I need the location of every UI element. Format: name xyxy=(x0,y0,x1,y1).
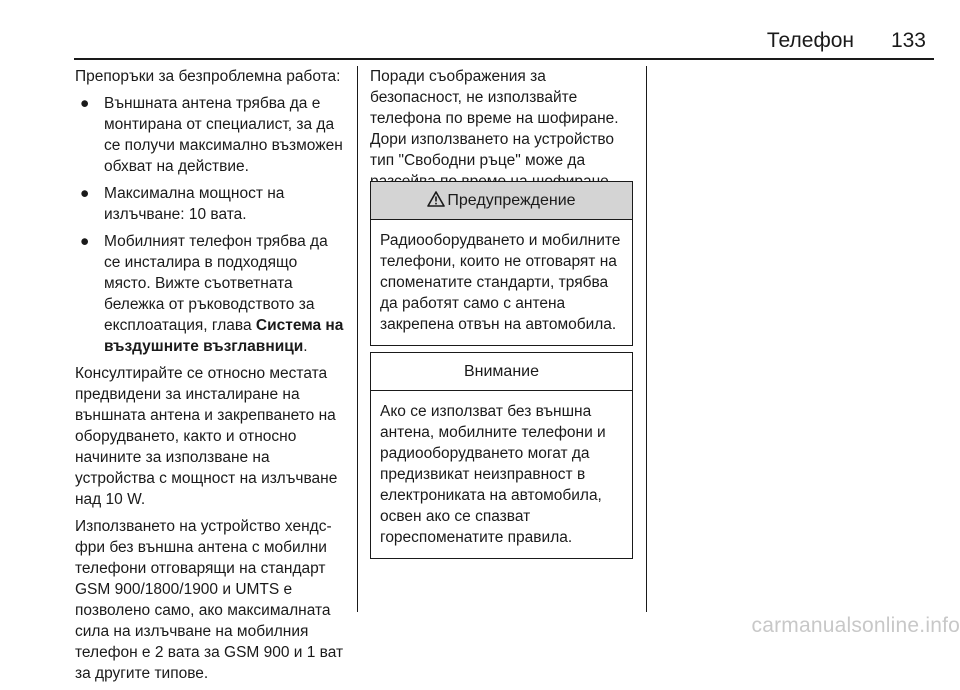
list-item-text: Мобилният телефон трябва да се инсталира в подходящо място. Вижте съответната бележка от ръководството за експлоатация, глава xyxy=(104,233,328,334)
caution-body: Ако се използват без външна антена, мобилните телефони и радиооборудването могат да предизвикат неизправност в електрониката на автомобила, освен ако се спазват гореспоменатите правила. xyxy=(371,391,632,558)
right-column xyxy=(370,66,634,192)
caution-title: Внимание xyxy=(464,363,539,380)
chapter-reference: Система на въздушните възглавници xyxy=(104,317,343,355)
warning-box xyxy=(370,181,633,346)
page-header xyxy=(74,28,934,60)
page-number: 133 xyxy=(891,28,926,54)
warning-triangle-icon xyxy=(427,191,445,207)
recommendation-list xyxy=(75,93,347,357)
caution-header xyxy=(371,353,632,391)
bullet-icon: ● xyxy=(80,231,89,252)
bullet-icon: ● xyxy=(80,183,89,204)
list-item-text: Външната антена трябва да е монтирана от специалист, за да се получи максимално възможен обхват на действие. xyxy=(104,95,343,175)
warning-body: Радиооборудването и мобилните телефони, които не отговарят на споменатите стандарти, трябва да работят само с антена закрепена отвън на автомобила. xyxy=(371,220,632,345)
safety-paragraph: Поради съображения за безопасност, не използвайте телефона по време на шофиране. Дори използването на устройство тип "Свободни ръце" може да xyxy=(370,66,634,192)
antenna-paragraph: Консултирайте се относно местата предвидени за инсталиране на външната антена и закрепването на оборудването, както и относно начините за използване на устройства с мощност на излъчване над 10 W. xyxy=(75,363,347,510)
column-divider-right xyxy=(646,66,647,612)
bullet-icon: ● xyxy=(80,93,89,114)
list-item xyxy=(75,93,347,177)
list-item-end: . xyxy=(303,338,307,355)
list-item-text: Максимална мощност на излъчване: 10 вата. xyxy=(104,185,284,223)
intro-text: Препоръки за безпроблемна работа: xyxy=(75,66,347,87)
warning-header xyxy=(371,182,632,220)
column-divider-left xyxy=(357,66,358,612)
left-column xyxy=(75,66,347,690)
warning-title: Предупреждение xyxy=(447,192,575,209)
caution-box xyxy=(370,352,633,559)
page-title: Телефон xyxy=(767,28,854,54)
handsfree-paragraph: Използването на устройство хендс-фри без външна антена с мобилни телефони отговарящи на стандарт GSM 900/1800/1900 и UMTS е позволено само, ако максималната сила на излъчване на мобилния телефон е 2 вата за GSM 900 и 1 ват за другите типове. xyxy=(75,516,347,684)
watermark: carmanualsonline.info xyxy=(752,614,960,638)
list-item xyxy=(75,231,347,357)
list-item xyxy=(75,183,347,225)
